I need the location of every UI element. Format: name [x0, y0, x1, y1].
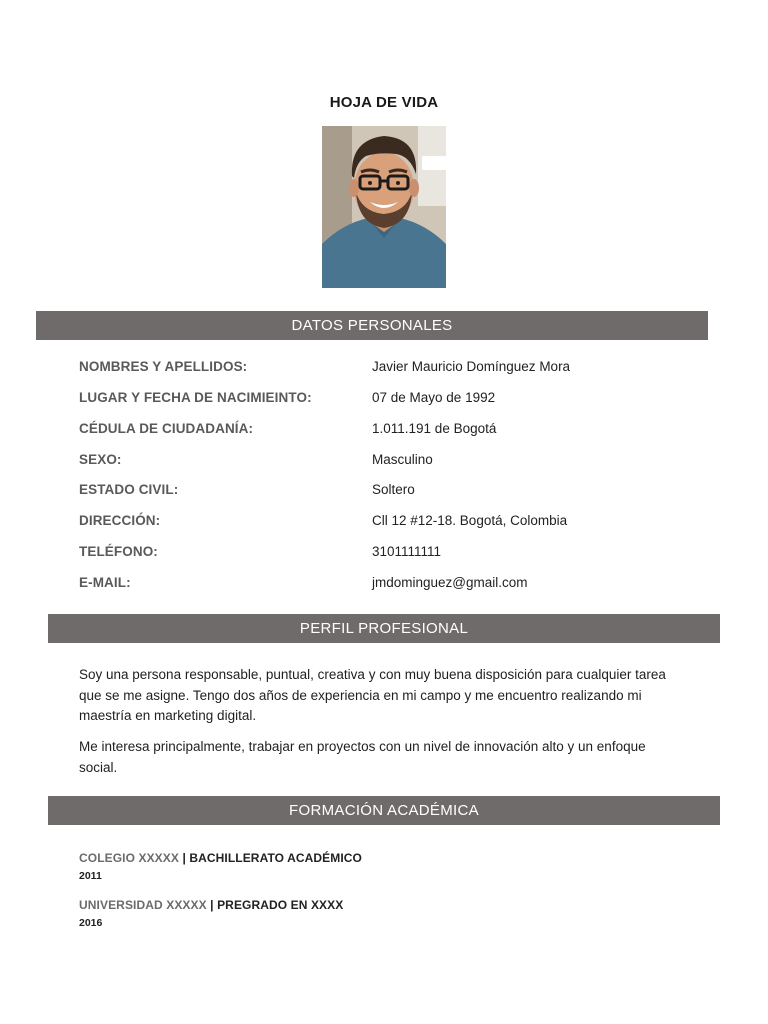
info-label: DIRECCIÓN: — [79, 513, 161, 528]
info-row-nacimiento — [79, 390, 719, 410]
info-value: jmdominguez@gmail.com — [372, 575, 528, 590]
section-header-datos-personales: DATOS PERSONALES — [36, 311, 708, 340]
info-row-email — [79, 575, 719, 595]
profile-photo — [322, 126, 446, 288]
info-value: 07 de Mayo de 1992 — [372, 390, 496, 405]
info-value: Javier Mauricio Domínguez Mora — [372, 359, 571, 374]
education-item — [79, 851, 362, 882]
education-separator: | — [182, 851, 186, 865]
profile-paragraph: Soy una persona responsable, puntual, creativa y con muy buena disposición para cualquier tarea que se me asigne. Tengo dos años de experiencia en mi campo y me encuentro realizando mi maestría en marketing digital. — [79, 667, 666, 723]
education-separator: | — [210, 898, 214, 912]
info-value: 1.011.191 de Bogotá — [372, 421, 497, 436]
info-value: Masculino — [372, 452, 433, 467]
info-label: ESTADO CIVIL: — [79, 482, 179, 497]
education-institution: COLEGIO XXXXX — [79, 851, 179, 865]
info-label: NOMBRES Y APELLIDOS: — [79, 359, 248, 374]
education-degree: PREGRADO EN XXXX — [217, 898, 344, 912]
education-year: 2011 — [79, 870, 102, 882]
section-header-perfil-profesional: PERFIL PROFESIONAL — [48, 614, 720, 643]
info-label: E-MAIL: — [79, 575, 131, 590]
education-line — [79, 851, 362, 865]
info-row-telefono — [79, 544, 719, 564]
info-value: 3101111111 — [372, 544, 442, 559]
info-row-cedula — [79, 421, 719, 441]
info-value: Cll 12 #12-18. Bogotá, Colombia — [372, 513, 568, 528]
info-row-direccion — [79, 513, 719, 533]
education-item — [79, 898, 343, 929]
info-row-nombres — [79, 359, 719, 379]
education-institution: UNIVERSIDAD XXXXX — [79, 898, 207, 912]
info-label: LUGAR Y FECHA DE NACIMIEINTO: — [79, 390, 312, 405]
info-label: CÉDULA DE CIUDADANÍA: — [79, 421, 254, 436]
section-header-formacion-academica: FORMACIÓN ACADÉMICA — [48, 796, 720, 825]
info-value: Soltero — [372, 482, 415, 497]
education-line — [79, 898, 343, 912]
info-label: SEXO: — [79, 452, 122, 467]
education-year: 2016 — [79, 917, 103, 929]
info-row-sexo — [79, 452, 719, 472]
profile-paragraph: Me interesa principalmente, trabajar en proyectos con un nivel de innovación alto y un enfoque social. — [79, 739, 646, 775]
info-row-estado-civil — [79, 482, 719, 502]
info-label: TELÉFONO: — [79, 544, 158, 559]
page-title: HOJA DE VIDA — [329, 94, 439, 111]
education-degree: BACHILLERATO ACADÉMICO — [189, 851, 362, 865]
